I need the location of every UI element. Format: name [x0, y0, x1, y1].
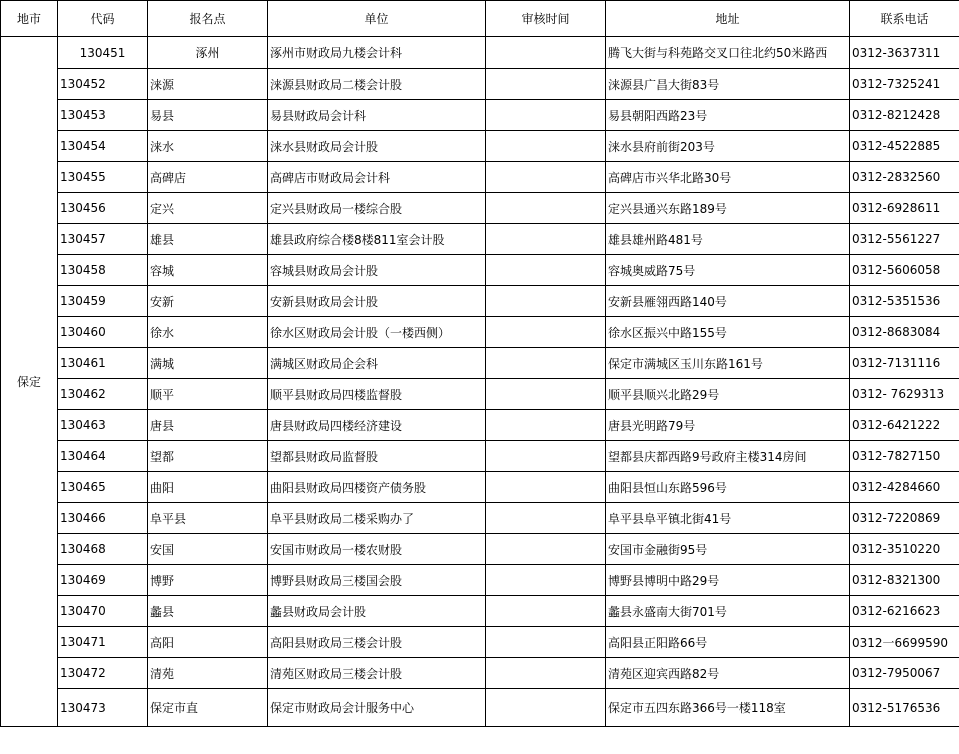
unit-cell: 徐水区财政局会计股（一楼西侧）	[268, 317, 486, 348]
address-cell: 阜平县阜平镇北街41号	[606, 503, 850, 534]
code-cell: 130470	[58, 596, 148, 627]
address-cell: 曲阳县恒山东路596号	[606, 472, 850, 503]
address-cell: 博野县博明中路29号	[606, 565, 850, 596]
phone-cell: 0312-8212428	[850, 100, 959, 131]
review-time-cell	[486, 410, 606, 441]
code-cell: 130451	[58, 37, 148, 69]
unit-cell: 顺平县财政局四楼监督股	[268, 379, 486, 410]
unit-cell: 清苑区财政局三楼会计股	[268, 658, 486, 689]
address-cell: 保定市满城区玉川东路161号	[606, 348, 850, 379]
site-cell: 雄县	[148, 224, 268, 255]
review-time-cell	[486, 472, 606, 503]
phone-cell: 0312-3637311	[850, 37, 959, 69]
code-cell: 130466	[58, 503, 148, 534]
site-cell: 涿州	[148, 37, 268, 69]
table-row	[1, 596, 959, 627]
code-cell: 130468	[58, 534, 148, 565]
table-row	[1, 286, 959, 317]
unit-cell: 安国市财政局一楼农财股	[268, 534, 486, 565]
table-row	[1, 224, 959, 255]
table-row	[1, 658, 959, 689]
table-row	[1, 162, 959, 193]
site-cell: 徐水	[148, 317, 268, 348]
table-body	[1, 37, 959, 727]
review-time-cell	[486, 37, 606, 69]
site-cell: 清苑	[148, 658, 268, 689]
table-row	[1, 410, 959, 441]
unit-cell: 安新县财政局会计股	[268, 286, 486, 317]
phone-cell: 0312-4284660	[850, 472, 959, 503]
table-row	[1, 100, 959, 131]
unit-cell: 涞源县财政局二楼会计股	[268, 69, 486, 100]
phone-cell: 0312- 7629313	[850, 379, 959, 410]
site-cell: 保定市直	[148, 689, 268, 727]
unit-cell: 满城区财政局企会科	[268, 348, 486, 379]
site-cell: 安国	[148, 534, 268, 565]
unit-cell: 高阳县财政局三楼会计股	[268, 627, 486, 658]
phone-cell: 0312-5176536	[850, 689, 959, 727]
address-cell: 高阳县正阳路66号	[606, 627, 850, 658]
review-time-cell	[486, 348, 606, 379]
unit-cell: 定兴县财政局一楼综合股	[268, 193, 486, 224]
address-cell: 容城奥威路75号	[606, 255, 850, 286]
review-time-cell	[486, 255, 606, 286]
table-row	[1, 441, 959, 472]
phone-cell: 0312-6216623	[850, 596, 959, 627]
unit-cell: 易县财政局会计科	[268, 100, 486, 131]
unit-cell: 涞水县财政局会计股	[268, 131, 486, 162]
phone-cell: 0312-4522885	[850, 131, 959, 162]
header-unit: 单位	[268, 1, 486, 37]
address-cell: 望都县庆都西路9号政府主楼314房间	[606, 441, 850, 472]
address-cell: 雄县雄州路481号	[606, 224, 850, 255]
table-row	[1, 689, 959, 727]
review-time-cell	[486, 286, 606, 317]
code-cell: 130457	[58, 224, 148, 255]
phone-cell: 0312一6699590	[850, 627, 959, 658]
code-cell: 130472	[58, 658, 148, 689]
unit-cell: 容城县财政局会计股	[268, 255, 486, 286]
phone-cell: 0312-8683084	[850, 317, 959, 348]
site-cell: 顺平	[148, 379, 268, 410]
code-cell: 130459	[58, 286, 148, 317]
code-cell: 130463	[58, 410, 148, 441]
code-cell: 130458	[58, 255, 148, 286]
site-cell: 望都	[148, 441, 268, 472]
phone-cell: 0312-6421222	[850, 410, 959, 441]
city-cell: 保定	[1, 37, 58, 727]
unit-cell: 高碑店市财政局会计科	[268, 162, 486, 193]
phone-cell: 0312-3510220	[850, 534, 959, 565]
review-time-cell	[486, 69, 606, 100]
code-cell: 130469	[58, 565, 148, 596]
site-cell: 定兴	[148, 193, 268, 224]
code-cell: 130464	[58, 441, 148, 472]
address-cell: 保定市五四东路366号一楼118室	[606, 689, 850, 727]
header-row	[1, 1, 959, 37]
review-time-cell	[486, 193, 606, 224]
address-cell: 安新县雁翎西路140号	[606, 286, 850, 317]
table-row	[1, 69, 959, 100]
review-time-cell	[486, 503, 606, 534]
table-row	[1, 131, 959, 162]
code-cell: 130456	[58, 193, 148, 224]
unit-cell: 阜平县财政局二楼采购办了	[268, 503, 486, 534]
review-time-cell	[486, 317, 606, 348]
code-cell: 130454	[58, 131, 148, 162]
phone-cell: 0312-5351536	[850, 286, 959, 317]
phone-cell: 0312-7950067	[850, 658, 959, 689]
phone-cell: 0312-7827150	[850, 441, 959, 472]
review-time-cell	[486, 379, 606, 410]
review-time-cell	[486, 100, 606, 131]
unit-cell: 唐县财政局四楼经济建设	[268, 410, 486, 441]
code-cell: 130473	[58, 689, 148, 727]
address-cell: 易县朝阳西路23号	[606, 100, 850, 131]
site-cell: 阜平县	[148, 503, 268, 534]
review-time-cell	[486, 534, 606, 565]
address-cell: 唐县光明路79号	[606, 410, 850, 441]
address-cell: 高碑店市兴华北路30号	[606, 162, 850, 193]
address-cell: 定兴县通兴东路189号	[606, 193, 850, 224]
code-cell: 130461	[58, 348, 148, 379]
unit-cell: 涿州市财政局九楼会计科	[268, 37, 486, 69]
site-cell: 蠡县	[148, 596, 268, 627]
phone-cell: 0312-7220869	[850, 503, 959, 534]
table-row	[1, 37, 959, 69]
phone-cell: 0312-8321300	[850, 565, 959, 596]
address-cell: 涞源县广昌大街83号	[606, 69, 850, 100]
header-city: 地市	[1, 1, 58, 37]
unit-cell: 曲阳县财政局四楼资产债务股	[268, 472, 486, 503]
header-address: 地址	[606, 1, 850, 37]
site-cell: 安新	[148, 286, 268, 317]
address-cell: 安国市金融街95号	[606, 534, 850, 565]
unit-cell: 蠡县财政局会计股	[268, 596, 486, 627]
unit-cell: 雄县政府综合楼8楼811室会计股	[268, 224, 486, 255]
table-row	[1, 503, 959, 534]
phone-cell: 0312-5606058	[850, 255, 959, 286]
review-time-cell	[486, 689, 606, 727]
unit-cell: 保定市财政局会计服务中心	[268, 689, 486, 727]
code-cell: 130453	[58, 100, 148, 131]
site-cell: 高碑店	[148, 162, 268, 193]
site-cell: 涞源	[148, 69, 268, 100]
code-cell: 130462	[58, 379, 148, 410]
phone-cell: 0312-5561227	[850, 224, 959, 255]
site-cell: 博野	[148, 565, 268, 596]
review-time-cell	[486, 596, 606, 627]
review-time-cell	[486, 162, 606, 193]
address-cell: 顺平县顺兴北路29号	[606, 379, 850, 410]
unit-cell: 望都县财政局监督股	[268, 441, 486, 472]
site-cell: 易县	[148, 100, 268, 131]
code-cell: 130455	[58, 162, 148, 193]
address-cell: 徐水区振兴中路155号	[606, 317, 850, 348]
address-cell: 清苑区迎宾西路82号	[606, 658, 850, 689]
code-cell: 130452	[58, 69, 148, 100]
header-site: 报名点	[148, 1, 268, 37]
table-row	[1, 317, 959, 348]
review-time-cell	[486, 565, 606, 596]
site-cell: 容城	[148, 255, 268, 286]
table-row	[1, 627, 959, 658]
phone-cell: 0312-2832560	[850, 162, 959, 193]
phone-cell: 0312-7325241	[850, 69, 959, 100]
review-time-cell	[486, 627, 606, 658]
address-cell: 涞水县府前街203号	[606, 131, 850, 162]
table-row	[1, 193, 959, 224]
review-time-cell	[486, 131, 606, 162]
code-cell: 130460	[58, 317, 148, 348]
table-row	[1, 534, 959, 565]
site-cell: 满城	[148, 348, 268, 379]
table-row	[1, 472, 959, 503]
site-cell: 曲阳	[148, 472, 268, 503]
unit-cell: 博野县财政局三楼国会股	[268, 565, 486, 596]
review-time-cell	[486, 441, 606, 472]
address-cell: 蠡县永盛南大街701号	[606, 596, 850, 627]
address-cell: 腾飞大街与科苑路交叉口往北约50米路西	[606, 37, 850, 69]
table-row	[1, 255, 959, 286]
code-cell: 130465	[58, 472, 148, 503]
phone-cell: 0312-7131116	[850, 348, 959, 379]
table-row	[1, 565, 959, 596]
phone-cell: 0312-6928611	[850, 193, 959, 224]
review-time-cell	[486, 658, 606, 689]
table-row	[1, 348, 959, 379]
table-row	[1, 379, 959, 410]
header-review-time: 审核时间	[486, 1, 606, 37]
header-phone: 联系电话	[850, 1, 959, 37]
site-cell: 唐县	[148, 410, 268, 441]
site-cell: 高阳	[148, 627, 268, 658]
review-time-cell	[486, 224, 606, 255]
header-code: 代码	[58, 1, 148, 37]
code-cell: 130471	[58, 627, 148, 658]
site-cell: 涞水	[148, 131, 268, 162]
